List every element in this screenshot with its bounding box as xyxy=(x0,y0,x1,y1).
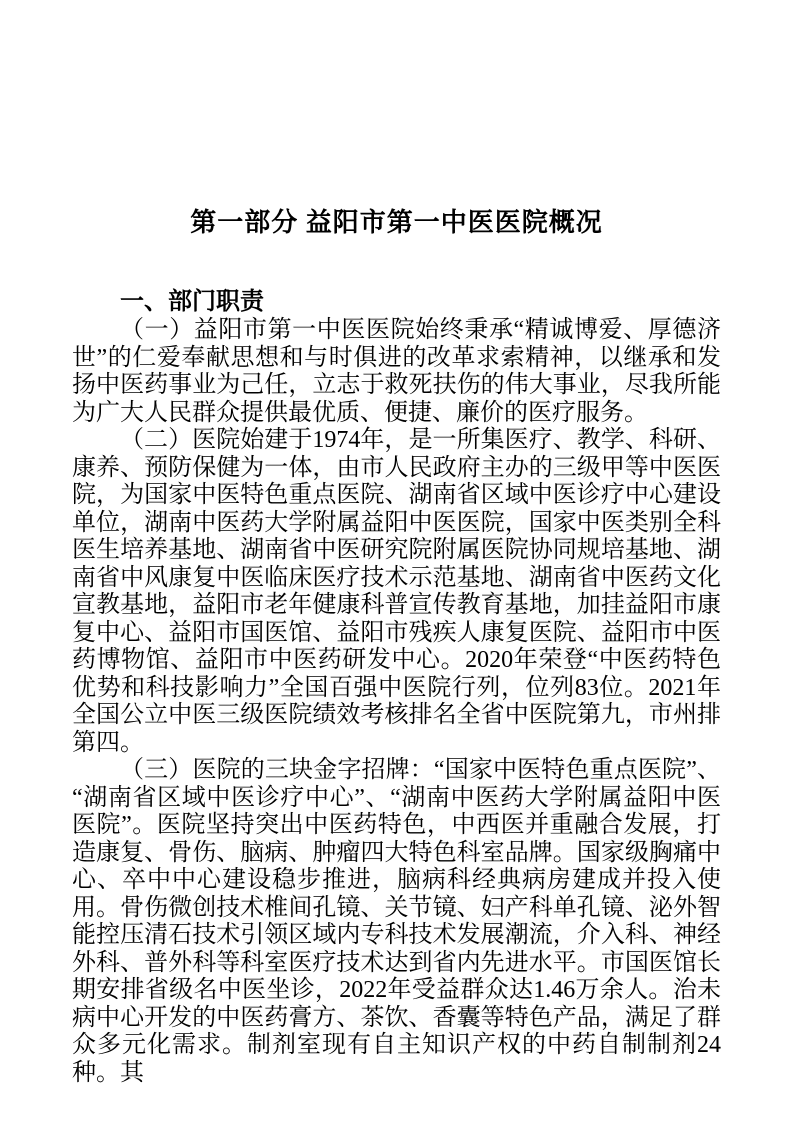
section-heading: 一、部门职责 xyxy=(120,289,264,315)
paragraph-3: （三）医院的三块金字招牌：“国家中医特色重点医院”、“湖南省区域中医诊疗中心”、“湖南中医药大学附属益阳中医医院”。医院坚持突出中医药特色，中西医并重融合发展，打造康复、骨伤、脑病、肿瘤四大特色科室品牌。国家级胸痛中心、卒中中心建设稳步推进，脑病科经典病房建成并投入使用。骨伤微创技术椎间孔镜、关节镜、妇产科单孔镜、泌外智能控压清石技术引领区域内专科技术发展潮流，介入科、神经外科、普外科等科室医疗技术达到省内先进水平。市国医馆长期安排省级名中医坐诊，2022年受益群众达1.46万余人。治未病中心开发的中医药膏方、茶饮、香囊等特色产品，满足了群众多元化需求。制剂室现有自主知识产权的中药自制制剂24种。其 xyxy=(72,757,721,1086)
paragraph-1: （一）益阳市第一中医医院始终秉承“精诚博爱、厚德济世”的仁爱奉献思想和与时俱进的改革求索精神，以继承和发扬中医药事业为己任，立志于救死扶伤的伟大事业，尽我所能为广大人民群众提供最优质、便捷、廉价的医疗服务。 xyxy=(72,317,721,426)
paragraph-2: （二）医院始建于1974年，是一所集医疗、教学、科研、康养、预防保健为一体，由市人民政府主办的三级甲等中医医院，为国家中医特色重点医院、湖南省区域中医诊疗中心建设单位，湖南中医药大学附属益阳中医医院，国家中医类别全科医生培养基地、湖南省中医研究院附属医院协同规培基地、湖南省中风康复中医临床医疗技术示范基地、湖南省中医药文化宣教基地，益阳市老年健康科普宣传教育基地，加挂益阳市康复中心、益阳市国医馆、益阳市残疾人康复医院、益阳市中医药博物馆、益阳市中医药研发中心。2020年荣登“中医药特色优势和科技影响力”全国百强中医院行列，位列83位。2021年全国公立中医三级医院绩效考核排名全省中医院第九，市州排第四。 xyxy=(72,427,721,756)
page-title: 第一部分 益阳市第一中医医院概况 xyxy=(190,208,603,237)
section-body xyxy=(72,317,721,1087)
